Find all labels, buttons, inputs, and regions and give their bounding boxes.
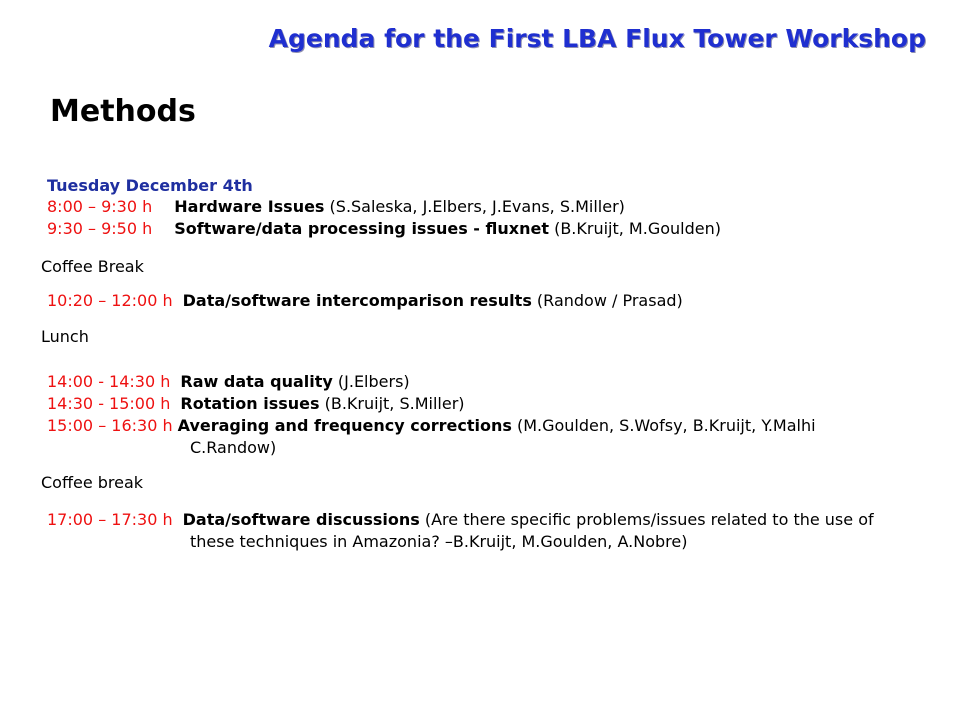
session-title: Averaging and frequency corrections bbox=[177, 416, 512, 435]
session-time: 14:30 - 15:00 h bbox=[47, 394, 171, 413]
session-title: Data/software discussions bbox=[182, 510, 420, 529]
session-continuation: these techniques in Amazonia? –B.Kruijt, M.Goulden, A.Nobre) bbox=[190, 532, 688, 551]
break-label: Lunch bbox=[41, 327, 89, 346]
session-title: Rotation issues bbox=[180, 394, 320, 413]
break-label: Coffee Break bbox=[41, 257, 144, 276]
session-title: Software/data processing issues - fluxnet bbox=[174, 219, 549, 238]
session-speakers: (S.Saleska, J.Elbers, J.Evans, S.Miller) bbox=[324, 197, 625, 216]
break-label: Coffee break bbox=[41, 473, 144, 492]
agenda-item bbox=[47, 509, 874, 530]
session-speakers: (Are there specific problems/issues related to the use of bbox=[419, 510, 874, 529]
agenda-item bbox=[47, 196, 625, 217]
session-title: Hardware Issues bbox=[174, 197, 325, 216]
agenda-item bbox=[47, 290, 683, 311]
agenda-item bbox=[47, 393, 465, 414]
agenda-item bbox=[47, 218, 721, 239]
session-speakers: (B.Kruijt, M.Goulden) bbox=[548, 219, 721, 238]
session-time: 17:00 – 17:30 h bbox=[47, 510, 173, 529]
session-title: Data/software intercomparison results bbox=[182, 291, 532, 310]
section-heading: Methods bbox=[50, 94, 196, 129]
agenda-item bbox=[47, 371, 410, 392]
session-time: 9:30 – 9:50 h bbox=[47, 219, 153, 238]
session-time: 15:00 – 16:30 h bbox=[47, 416, 173, 435]
session-title: Raw data quality bbox=[180, 372, 333, 391]
day-label: Tuesday December 4th bbox=[47, 176, 253, 195]
session-continuation: C.Randow) bbox=[190, 438, 277, 457]
session-speakers: (J.Elbers) bbox=[332, 372, 410, 391]
session-speakers: (B.Kruijt, S.Miller) bbox=[319, 394, 465, 413]
session-speakers: (M.Goulden, S.Wofsy, B.Kruijt, Y.Malhi bbox=[511, 416, 816, 435]
slide-title: Agenda for the First LBA Flux Tower Workshop bbox=[268, 24, 926, 53]
session-time: 14:00 - 14:30 h bbox=[47, 372, 171, 391]
session-time: 10:20 – 12:00 h bbox=[47, 291, 173, 310]
session-time: 8:00 – 9:30 h bbox=[47, 197, 153, 216]
agenda-item bbox=[47, 415, 816, 436]
session-speakers: (Randow / Prasad) bbox=[531, 291, 683, 310]
